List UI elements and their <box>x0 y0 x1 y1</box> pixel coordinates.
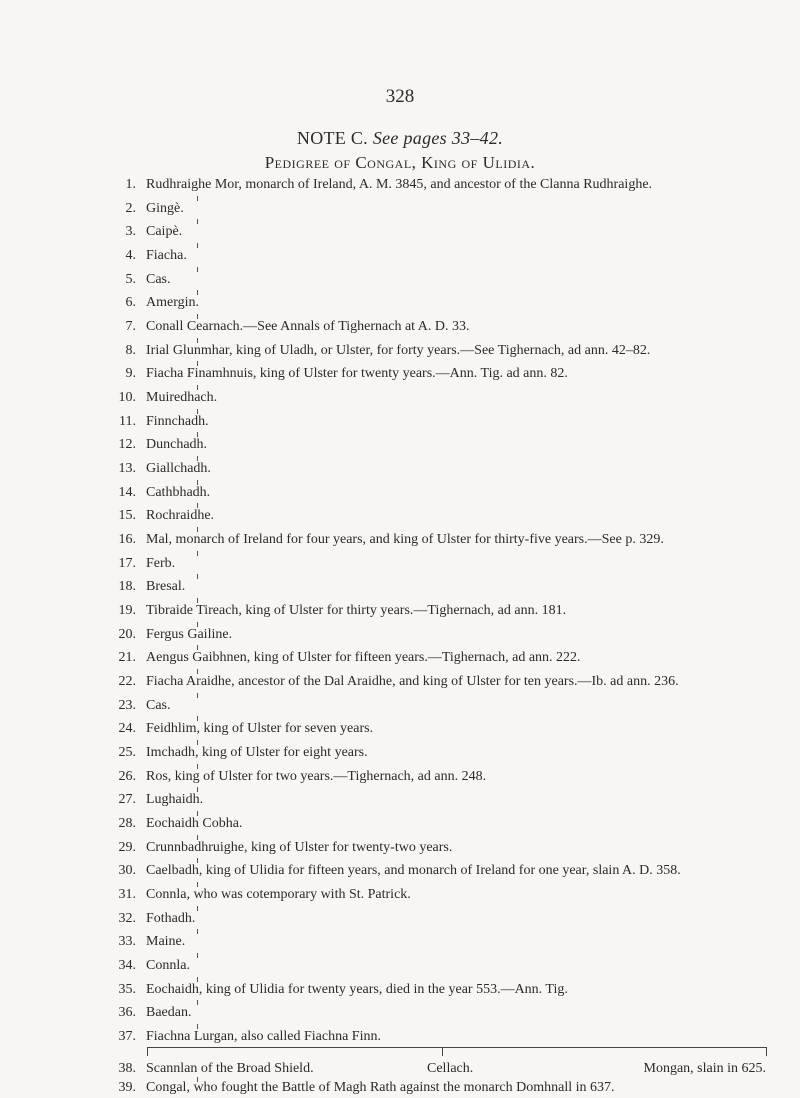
entry-text: Maine. <box>146 934 186 950</box>
pedigree-entry <box>0 980 800 1000</box>
entry-number: 10. <box>118 390 136 406</box>
pedigree-entry <box>0 246 800 266</box>
entry-text: Eochaidh, king of Ulidia for twenty years, died in the year 553.—Ann. Tig. <box>146 981 568 997</box>
entry-number: 36. <box>118 1005 136 1021</box>
entry-number: 14. <box>118 484 136 500</box>
entry-text: Gingè. <box>146 200 184 216</box>
entry-number: 1. <box>125 177 136 192</box>
entry-number: 32. <box>118 910 136 926</box>
entry-text: Dunchadh. <box>146 437 208 453</box>
pedigree-entry <box>0 625 800 645</box>
pedigree-entry <box>0 270 800 290</box>
pedigree-entry <box>0 577 800 597</box>
entry-text: Amergin. <box>146 295 200 311</box>
entry-number: 35. <box>118 981 136 997</box>
entry-number: 9. <box>125 366 136 382</box>
pedigree-entry <box>0 459 800 479</box>
entry-number: 23. <box>118 697 136 713</box>
pedigree-entry <box>0 601 800 621</box>
pedigree-entry <box>0 838 800 858</box>
entry-text: Ferb. <box>146 555 176 571</box>
pedigree-entry <box>0 293 800 313</box>
entry-number: 12. <box>118 437 136 453</box>
pedigree-entry <box>0 956 800 976</box>
entry-text: Cas. <box>146 697 171 713</box>
entry-text: Connla, who was cotemporary with St. Patrick. <box>146 887 411 903</box>
entry-number: 20. <box>118 626 136 642</box>
entry-number: 29. <box>118 839 136 855</box>
pedigree-entry <box>0 885 800 905</box>
entry-number: 18. <box>118 579 136 595</box>
entry-number: 33. <box>118 934 136 950</box>
entry-number: 21. <box>118 650 136 666</box>
entry-text: Eochaidh Cobha. <box>146 816 243 832</box>
entry-text: Irial Glunmhar, king of Uladh, or Ulster, for forty years.—See Tighernach, ad ann. 42–82. <box>146 342 651 358</box>
entry-text: Lughaidh. <box>146 792 204 808</box>
entry-number: 6. <box>125 295 136 311</box>
entry-text: Tibraide Tireach, king of Ulster for thirty years.—Tighernach, ad ann. 181. <box>146 603 567 619</box>
pedigree-entry <box>0 767 800 787</box>
entry-number: 19. <box>118 603 136 619</box>
pedigree-entry-last <box>0 1078 800 1098</box>
entry-number: 39. <box>118 1080 136 1095</box>
entry-number: 26. <box>118 768 136 784</box>
pedigree-entry <box>0 932 800 952</box>
pedigree-entry <box>0 341 800 361</box>
pedigree-entry <box>0 861 800 881</box>
pedigree-subtitle: Pedigree of Congal, King of Ulidia. <box>264 153 536 172</box>
entry-number: 16. <box>118 532 136 548</box>
entry-text: Fothadh. <box>146 910 196 926</box>
pedigree-entry <box>0 483 800 503</box>
entry-text: Muiredhach. <box>146 390 218 406</box>
pedigree-entry <box>0 672 800 692</box>
entry-text: Ros, king of Ulster for two years.—Tighernach, ad ann. 248. <box>146 768 487 784</box>
entry-number: 37. <box>118 1029 136 1045</box>
entry-text: Fiacha Finamhnuis, king of Ulster for twenty years.—Ann. Tig. ad ann. 82. <box>146 366 568 382</box>
pedigree-entry <box>0 1003 800 1023</box>
entry-text: Fiacha. <box>146 248 187 263</box>
entry-text: Baedan. <box>146 1005 192 1021</box>
entry-text: Fergus Gailine. <box>146 626 233 642</box>
entry-number: 38. <box>118 1061 136 1076</box>
entry-number: 4. <box>125 248 136 263</box>
entry-text: Caelbadh, king of Ulidia for fifteen years, and monarch of Ireland for one year, slain A. D. 358. <box>146 863 681 879</box>
entry-text: Fiachna Lurgan, also called Fiachna Finn. <box>146 1029 381 1045</box>
entry-text: Conall Cearnach.—See Annals of Tighernach at A. D. 33. <box>146 319 470 335</box>
entry-text: Caipè. <box>146 224 183 240</box>
pedigree-entry <box>0 743 800 763</box>
branch-middle: Cellach. <box>427 1061 474 1076</box>
note-label: NOTE C. <box>296 128 368 148</box>
entry-number: 22. <box>118 674 136 690</box>
page-number: 328 <box>385 86 415 107</box>
pedigree-entry <box>0 530 800 550</box>
entry-text: Cas. <box>146 271 171 287</box>
entry-number: 27. <box>118 792 136 808</box>
pedigree-entry <box>0 696 800 716</box>
entry-text: Rudhraighe Mor, monarch of Ireland, A. M. 3845, and ancestor of the Clanna Rudhraighe. <box>146 177 653 192</box>
pedigree-entry <box>0 222 800 242</box>
entry-number: 17. <box>118 555 136 571</box>
entry-number: 34. <box>118 958 136 974</box>
pedigree-entry <box>0 364 800 384</box>
entry-number: 15. <box>118 508 136 524</box>
pedigree-entry <box>0 435 800 455</box>
pedigree-entry <box>0 554 800 574</box>
entry-number: 3. <box>125 224 136 240</box>
pedigree-entry <box>0 175 800 195</box>
entry-text: Mal, monarch of Ireland for four years, and king of Ulster for thirty-five years.—See p. 329. <box>146 532 664 548</box>
pedigree-entry <box>0 199 800 219</box>
entry-number: 5. <box>125 271 136 287</box>
pedigree-entry <box>0 388 800 408</box>
pedigree-entry <box>0 1027 800 1047</box>
entry-number: 2. <box>125 200 136 216</box>
entry-text: Bresal. <box>146 579 186 595</box>
entry-number: 31. <box>118 887 136 903</box>
pedigree-entry <box>0 814 800 834</box>
entry-text: Congal, who fought the Battle of Magh Rath against the monarch Domhnall in 637. <box>146 1080 615 1095</box>
entry-text: Giallchadh. <box>146 461 211 477</box>
entry-number: 28. <box>118 816 136 832</box>
entry-number: 30. <box>118 863 136 879</box>
pedigree-entry <box>0 909 800 929</box>
entry-text: Imchadh, king of Ulster for eight years. <box>146 745 368 761</box>
entry-text: Aengus Gaibhnen, king of Ulster for fifteen years.—Tighernach, ad ann. 222. <box>146 650 581 666</box>
entry-number: 25. <box>118 745 136 761</box>
entry-text: Cathbhadh. <box>146 484 211 500</box>
entry-number: 8. <box>125 342 136 358</box>
branch-right: Mongan, slain in 625. <box>643 1061 766 1076</box>
branch-bracket <box>147 1047 767 1057</box>
entry-text: Connla. <box>146 958 190 974</box>
entry-number: 7. <box>125 319 136 335</box>
pedigree-entry <box>0 317 800 337</box>
pedigree-entry <box>0 506 800 526</box>
entry-number: 11. <box>119 413 136 429</box>
entry-number: 24. <box>118 721 136 737</box>
entry-number: 13. <box>118 461 136 477</box>
entry-text: Crunnbadhruighe, king of Ulster for twenty-two years. <box>146 839 453 855</box>
entry-text: Feidhlim, king of Ulster for seven years. <box>146 721 374 737</box>
pedigree-entry <box>0 790 800 810</box>
branch-left: Scannlan of the Broad Shield. <box>146 1061 314 1076</box>
pedigree-entry <box>0 648 800 668</box>
note-see-pages: See pages 33–42. <box>372 128 504 148</box>
entry-text: Fiacha Araidhe, ancestor of the Dal Araidhe, and king of Ulster for ten years.—Ib. ad ann. 236. <box>146 674 679 690</box>
entry-text: Rochraidhe. <box>146 508 215 524</box>
entry-text: Finnchadh. <box>146 413 209 429</box>
pedigree-entry <box>0 412 800 432</box>
pedigree-entry <box>0 719 800 739</box>
